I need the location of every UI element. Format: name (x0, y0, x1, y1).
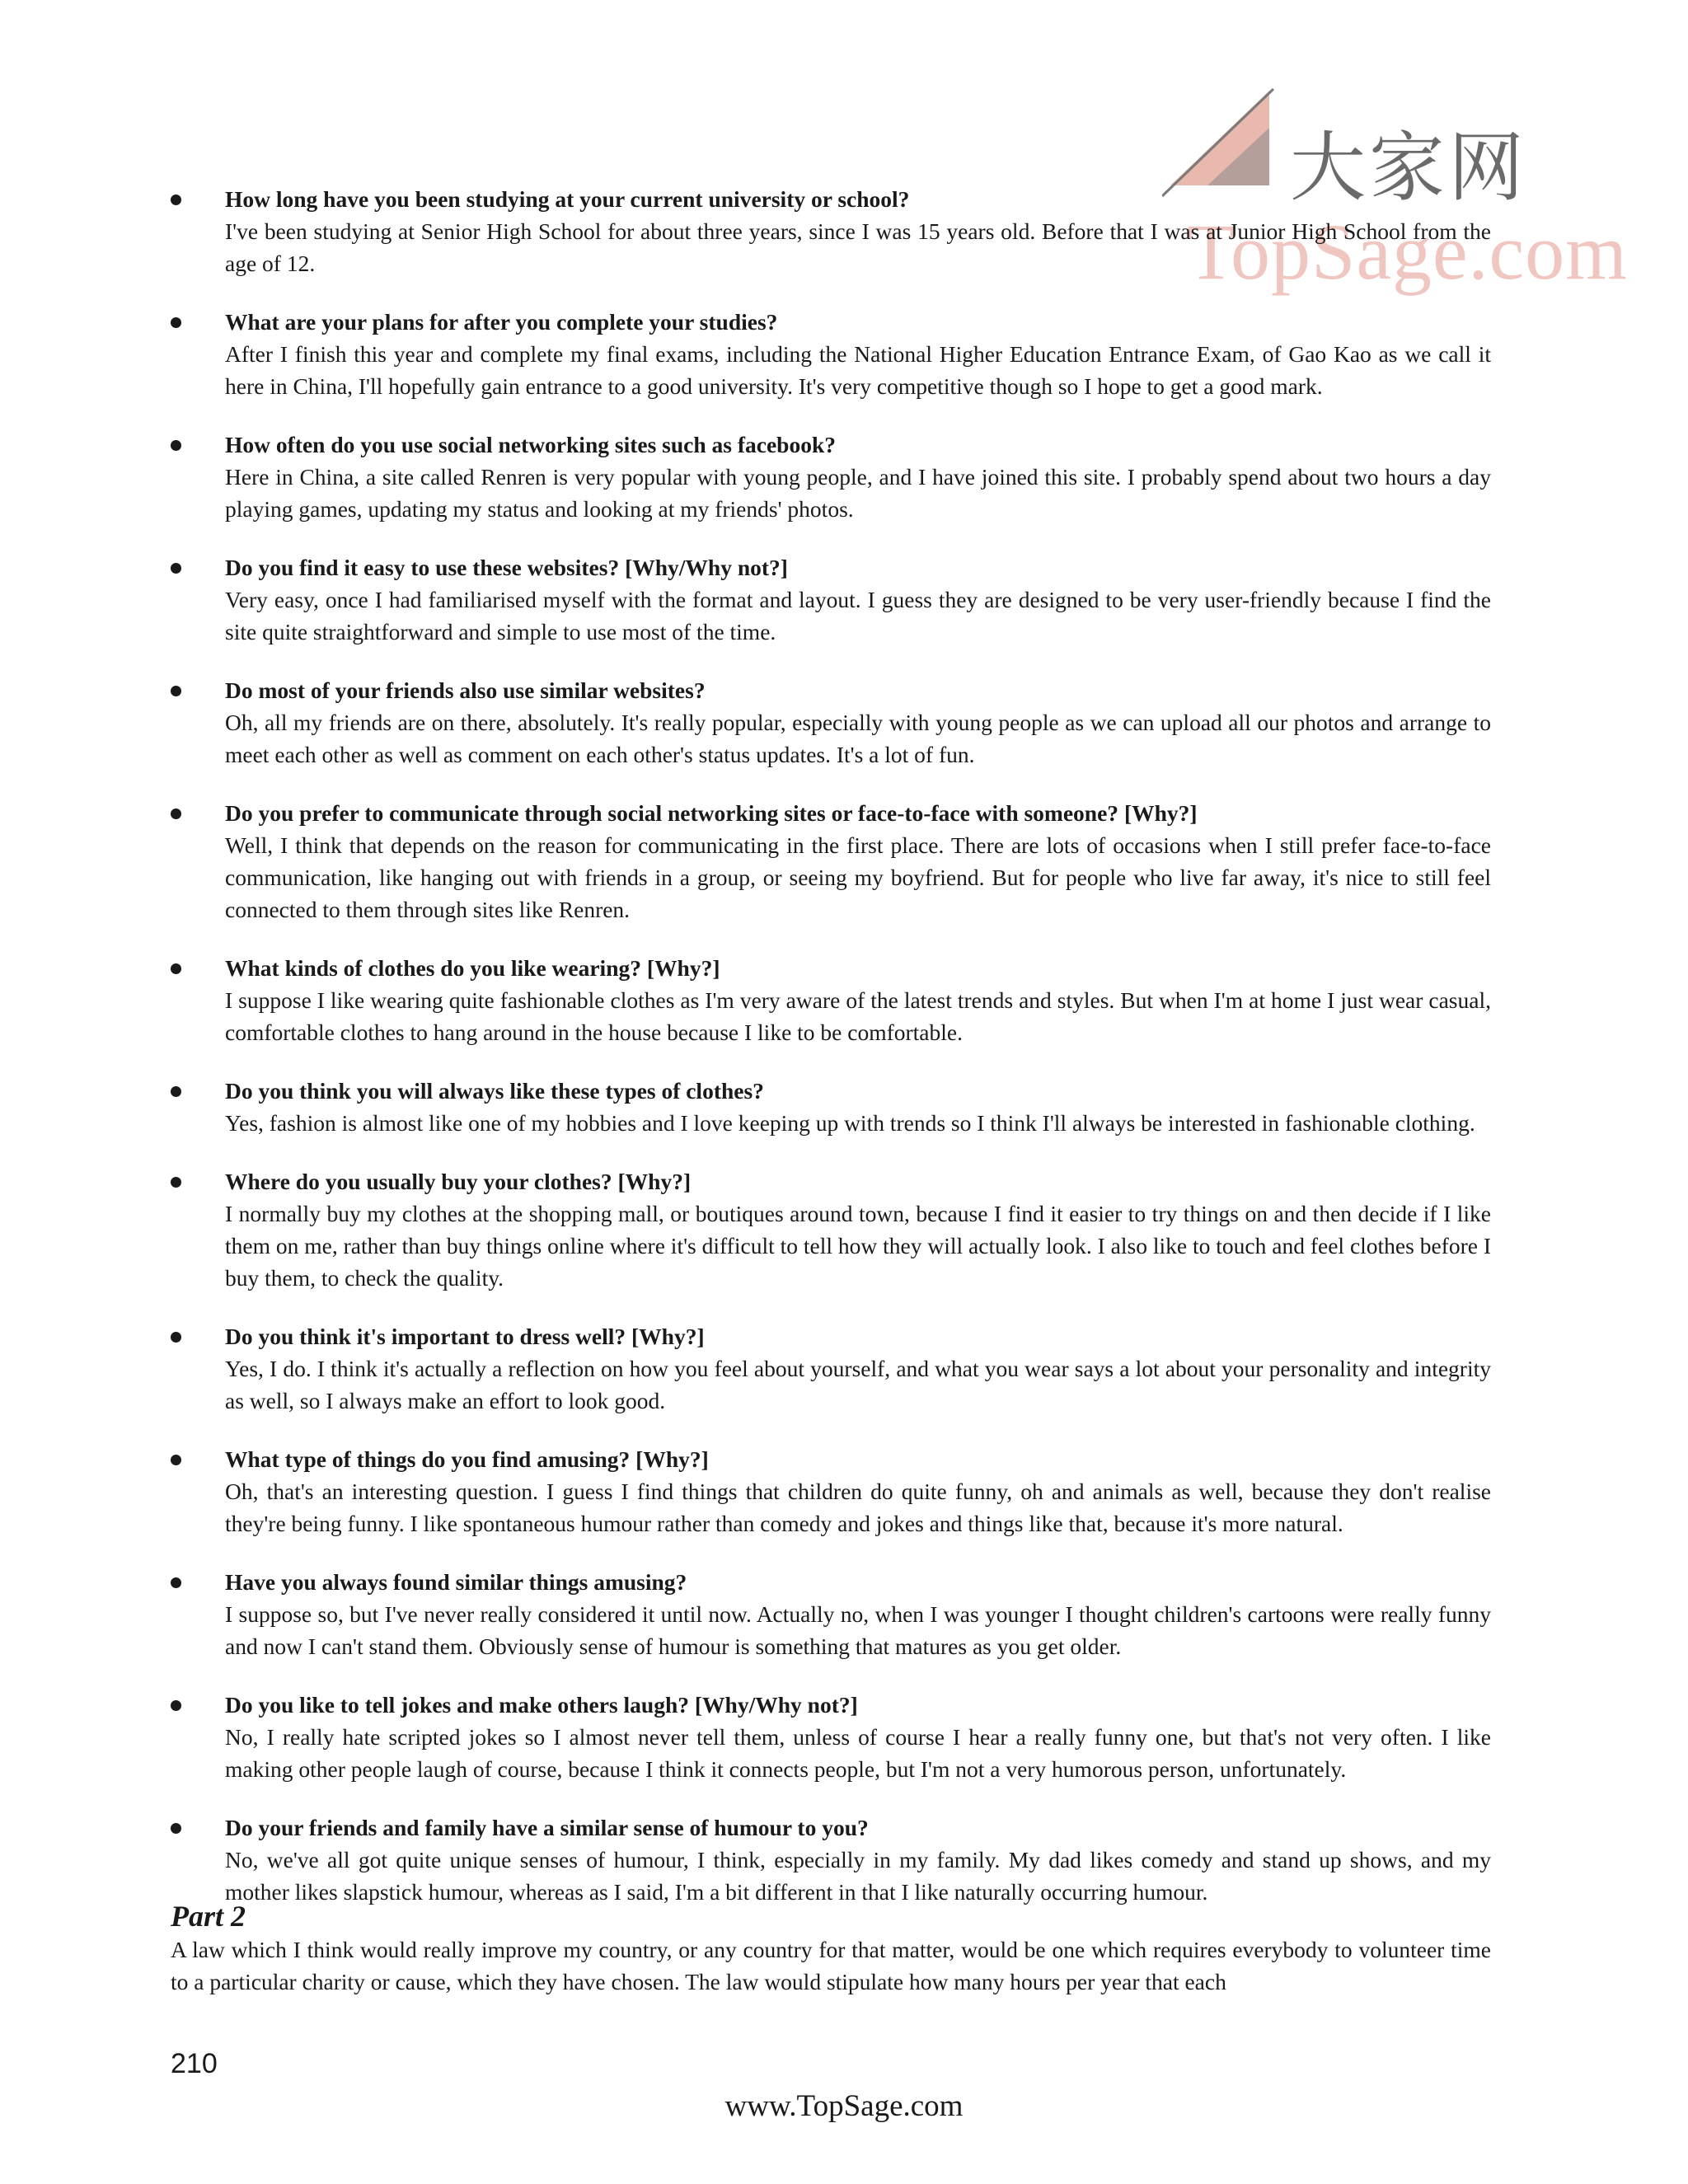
bullet-icon (171, 1700, 181, 1711)
bullet-icon (171, 194, 181, 205)
qa-item (171, 952, 1491, 1048)
question: Do you think it's important to dress well? [Why?] (225, 1324, 705, 1349)
question-tag: [Why?] (1123, 800, 1198, 826)
qa-item (171, 1566, 1491, 1662)
bullet-icon (171, 1823, 181, 1834)
answer: I suppose I like wearing quite fashionable clothes as I'm very aware of the latest trends and styles. But when I'm at home I just wear casual, comfortable clothes to hang around in the house because I like to be comfortable. (225, 987, 1491, 1045)
answer: Well, I think that depends on the reason for communicating in the first place. There are lots of occasions when I still prefer face-to-face communication, like hanging out with friends in a group, or seeing my boyfriend. But for people who live far away, it's nice to still feel connected to them through sites like Renren. (225, 832, 1491, 922)
question-tag: [Why?] (646, 955, 720, 981)
answer: Yes, fashion is almost like one of my hobbies and I love keeping up with trends so I think I'll always be interested in fashionable clothing. (225, 1110, 1475, 1136)
qa-item (171, 1811, 1491, 1908)
part-2-heading: Part 2 (171, 1900, 246, 1933)
question: Where do you usually buy your clothes? [Why?] (225, 1169, 692, 1194)
answer: Oh, all my friends are on there, absolutely. It's really popular, especially with young people as we can upload all our photos and arrange to meet each other as well as comment on each other's status updates. It's a lot of fun. (225, 710, 1491, 767)
question: Do you like to tell jokes and make others laugh? [Why/Why not?] (225, 1692, 858, 1718)
question: How long have you been studying at your current university or school? (225, 186, 910, 212)
bullet-icon (171, 1332, 181, 1343)
question: How often do you use social networking sites such as facebook? (225, 432, 837, 457)
question-tag: [Why/Why not?] (694, 1692, 858, 1718)
answer: No, I really hate scripted jokes so I almost never tell them, unless of course I hear a really funny one, but that's not very often. I like making other people laugh of course, because I think it connects people, but I'm not a very humorous person, unfortunately. (225, 1724, 1491, 1782)
bullet-icon (171, 1177, 181, 1188)
logo-chinese-text: 大家网 (1290, 124, 1528, 212)
question: What are your plans for after you complete your studies? (225, 309, 778, 335)
qa-item (171, 1443, 1491, 1540)
part-2-body: A law which I think would really improve my country, or any country for that matter, would be one which requires everybody to volunteer time to a particular charity or cause, which they have chosen. The law would stipulate how many hours per year that each (171, 1937, 1491, 1994)
question: Have you always found similar things amusing? (225, 1569, 687, 1595)
bullet-icon (171, 1455, 181, 1465)
answer: After I finish this year and complete my final exams, including the National Higher Education Entrance Exam, of Gao Kao as we call it here in China, I'll hopefully gain entrance to a good university. It's very competitive though so I hope to get a good mark. (225, 341, 1491, 399)
answer: I normally buy my clothes at the shopping mall, or boutiques around town, because I find it easier to try things on and then decide if I like them on me, rather than buy things online where it's difficult to tell how they will actually look. I also like to touch and feel clothes before I buy them, to check the quality. (225, 1201, 1491, 1291)
qa-item (171, 183, 1491, 279)
page-number: 210 (171, 2048, 218, 2079)
bullet-icon (171, 440, 181, 451)
question-tag: [Why?] (631, 1324, 705, 1349)
qa-item (171, 797, 1491, 926)
logo-english-text: TopSage.com (1187, 208, 1628, 296)
answer: I've been studying at Senior High School for about three years, since I was 15 years old. Before that I was at Junior High School from the age of 12. (225, 218, 1491, 276)
answer: Oh, that's an interesting question. I guess I find things that children do quite funny, oh and animals as well, because they don't realise they're being funny. I like spontaneous humour rather than comedy and jokes and things like that, because it's more natural. (225, 1479, 1491, 1536)
question: Do most of your friends also use similar websites? (225, 677, 706, 703)
answer: I suppose so, but I've never really considered it until now. Actually no, when I was younger I thought children's cartoons were really funny and now I can't stand them. Obviously sense of humour is something that matures as you get older. (225, 1601, 1491, 1659)
logo-triangle-icon (1162, 82, 1294, 198)
bullet-icon (171, 1577, 181, 1588)
qa-item (171, 1075, 1491, 1139)
question-tag: [Why?] (617, 1169, 692, 1194)
bullet-icon (171, 317, 181, 328)
qa-item (171, 1165, 1491, 1294)
bullet-icon (171, 1086, 181, 1097)
qa-list (171, 183, 1491, 1934)
qa-item (171, 1320, 1491, 1417)
bullet-icon (171, 686, 181, 696)
bullet-icon (171, 963, 181, 974)
qa-item (171, 429, 1491, 525)
qa-item (171, 306, 1491, 402)
question: Do your friends and family have a similar sense of humour to you? (225, 1815, 869, 1840)
answer: Here in China, a site called Renren is very popular with young people, and I have joined this site. I probably spend about two hours a day playing games, updating my status and looking at my friends' photos. (225, 464, 1491, 522)
qa-item (171, 551, 1491, 648)
bullet-icon (171, 808, 181, 819)
question-tag: [Why/Why not?] (625, 555, 788, 580)
qa-item (171, 1689, 1491, 1785)
answer: No, we've all got quite unique senses of humour, I think, especially in my family. My dad likes comedy and stand up shows, and my mother likes slapstick humour, whereas as I said, I'm a bit different in that I like naturally occurring humour. (225, 1847, 1491, 1905)
question: What kinds of clothes do you like wearing? [Why?] (225, 955, 720, 981)
question: Do you prefer to communicate through social networking sites or face-to-face with someone? [Why?] (225, 800, 1198, 826)
answer: Very easy, once I had familiarised myself with the format and layout. I guess they are designed to be very user-friendly because I find the site quite straightforward and simple to use most of the time. (225, 587, 1491, 644)
answer: Yes, I do. I think it's actually a reflection on how you feel about yourself, and what you wear says a lot about your personality and integrity as well, so I always make an effort to look good. (225, 1356, 1491, 1413)
question-tag: [Why?] (635, 1446, 709, 1472)
question: What type of things do you find amusing? [Why?] (225, 1446, 709, 1472)
bullet-icon (171, 563, 181, 574)
question: Do you think you will always like these types of clothes? (225, 1078, 764, 1104)
footer-website: www.TopSage.com (724, 2089, 964, 2123)
question: Do you find it easy to use these websites? [Why/Why not?] (225, 555, 788, 580)
qa-item (171, 674, 1491, 771)
